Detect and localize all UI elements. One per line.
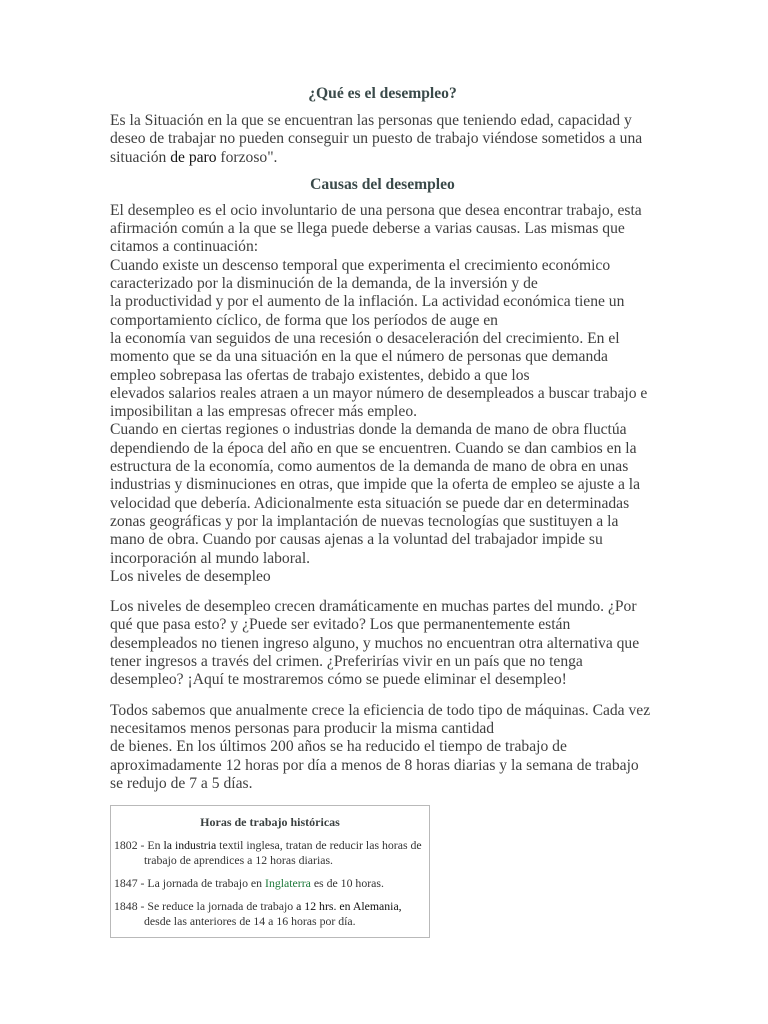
document-content — [110, 84, 655, 938]
intro-paragraph — [110, 112, 655, 167]
levels-paragraph: Los niveles de desempleo crecen dramáticamente en muchas partes del mundo. ¿Por qué que pasa esto? y ¿Puede ser evitado? Los que permanentemente están desempleados no tienen ingreso alguno, y muchos no encuentran otra alternativa que tener ingresos a través del crimen. ¿Preferirías vivir en un país que no tenga desempleo? ¡Aquí te mostraremos cómo se puede eliminar el desempleo! — [110, 598, 640, 689]
inglaterra-link[interactable]: Inglaterra — [265, 876, 311, 891]
title-causes: Causas del desempleo — [310, 175, 455, 193]
title-what-is-unemployment: ¿Qué es el desempleo? — [308, 85, 457, 102]
entry-1848-text-e: desde las anteriores de 14 a 16 horas por día. — [144, 914, 356, 929]
causes-paragraph-6: Cuando en ciertas regiones o industrias donde la demanda de mano de obra fluctúa dependiendo de la época del año en que se encuentren. Cuando se dan cambios en la estructura de la economía, como aumentos de la demanda de mano de obra en unas industrias y disminuciones en otras, que impide que la oferta de empleo se ajuste a la velocidad que debería. Adicionalmente esta situación se puede dar en determinadas zonas geográficas y por la implantación de nuevas tecnologías que sustituyen a la mano de obra. Cuando por causas ajenas a la voluntad del trabajador impide su incorporación al mundo laboral. — [110, 421, 641, 567]
intro-text-2: forzoso". — [216, 148, 278, 166]
box-title: Horas de trabajo históricas — [200, 815, 340, 830]
causes-paragraph-1: El desempleo es el ocio involuntario de una persona que desea encontrar trabajo, esta afirmación común a la que se llega puede deberse a varias causas. Las mismas que citamos a continuación: — [110, 201, 642, 256]
efficiency-paragraph-1: Todos sabemos que anualmente crece la eficiencia de todo tipo de máquinas. Cada vez necesitamos menos personas para producir la misma cantidad — [110, 701, 651, 737]
entry-1802 — [111, 838, 429, 868]
entry-1848 — [111, 899, 429, 929]
causes-paragraph-5: elevados salarios reales atraen a un mayor número de desempleados a buscar trabajo e imposibilitan a las empresas ofrecer más empleo. — [110, 384, 648, 421]
causes-paragraph-2: Cuando existe un descenso temporal que experimenta el crecimiento económico caracterizado por la disminución de la demanda, de la inversión y de — [110, 256, 611, 293]
historical-hours-box — [110, 805, 430, 938]
efficiency-paragraph-2: de bienes. En los últimos 200 años se ha reducido el tiempo de trabajo de aproximadamente 12 horas por día a menos de 8 horas diarias y la semana de trabajo se redujo de 7 a 5 días. — [110, 738, 639, 792]
entry-1802-text-a: 1802 - En — [114, 838, 164, 853]
causes-paragraph-7: Los niveles de desempleo — [110, 567, 271, 585]
causes-paragraph-3: la productividad y por el aumento de la inflación. La actividad económica tiene un comportamiento cíclico, de forma que los períodos de auge en — [110, 293, 625, 329]
intro-text-1: Es la Situación en la que se encuentran las personas que teniendo edad, capacidad y deseo de trabajar no pueden conseguir un puesto de trabajo viéndose sometidos a una situación — [110, 112, 643, 166]
causes-paragraph-4: la economía van seguidos de una recesión o desaceleración del crecimiento. En el momento que se da una situación en la que el número de personas que demanda empleo sobrepasa las ofertas de trabajo existentes, debido a que los — [110, 329, 620, 384]
12-hrs-link[interactable]: a 12 hrs. — [296, 899, 337, 914]
entry-1847-text-c: es de 10 horas. — [310, 876, 384, 891]
de-paro-link[interactable]: de paro — [170, 148, 217, 166]
la-industria-link[interactable]: la industria — [163, 838, 217, 853]
entry-1847-text-a: 1847 - La jornada de trabajo en — [114, 876, 266, 891]
entry-1847 — [111, 876, 429, 891]
entry-1848-text-a: 1848 - Se reduce la jornada de trabajo — [114, 899, 297, 914]
alemania-link[interactable]: en Alemania, — [339, 899, 402, 914]
entry-1802-text-c: textil inglesa, tratan de reducir las horas de trabajo de aprendices a 12 horas diarias. — [144, 838, 422, 868]
